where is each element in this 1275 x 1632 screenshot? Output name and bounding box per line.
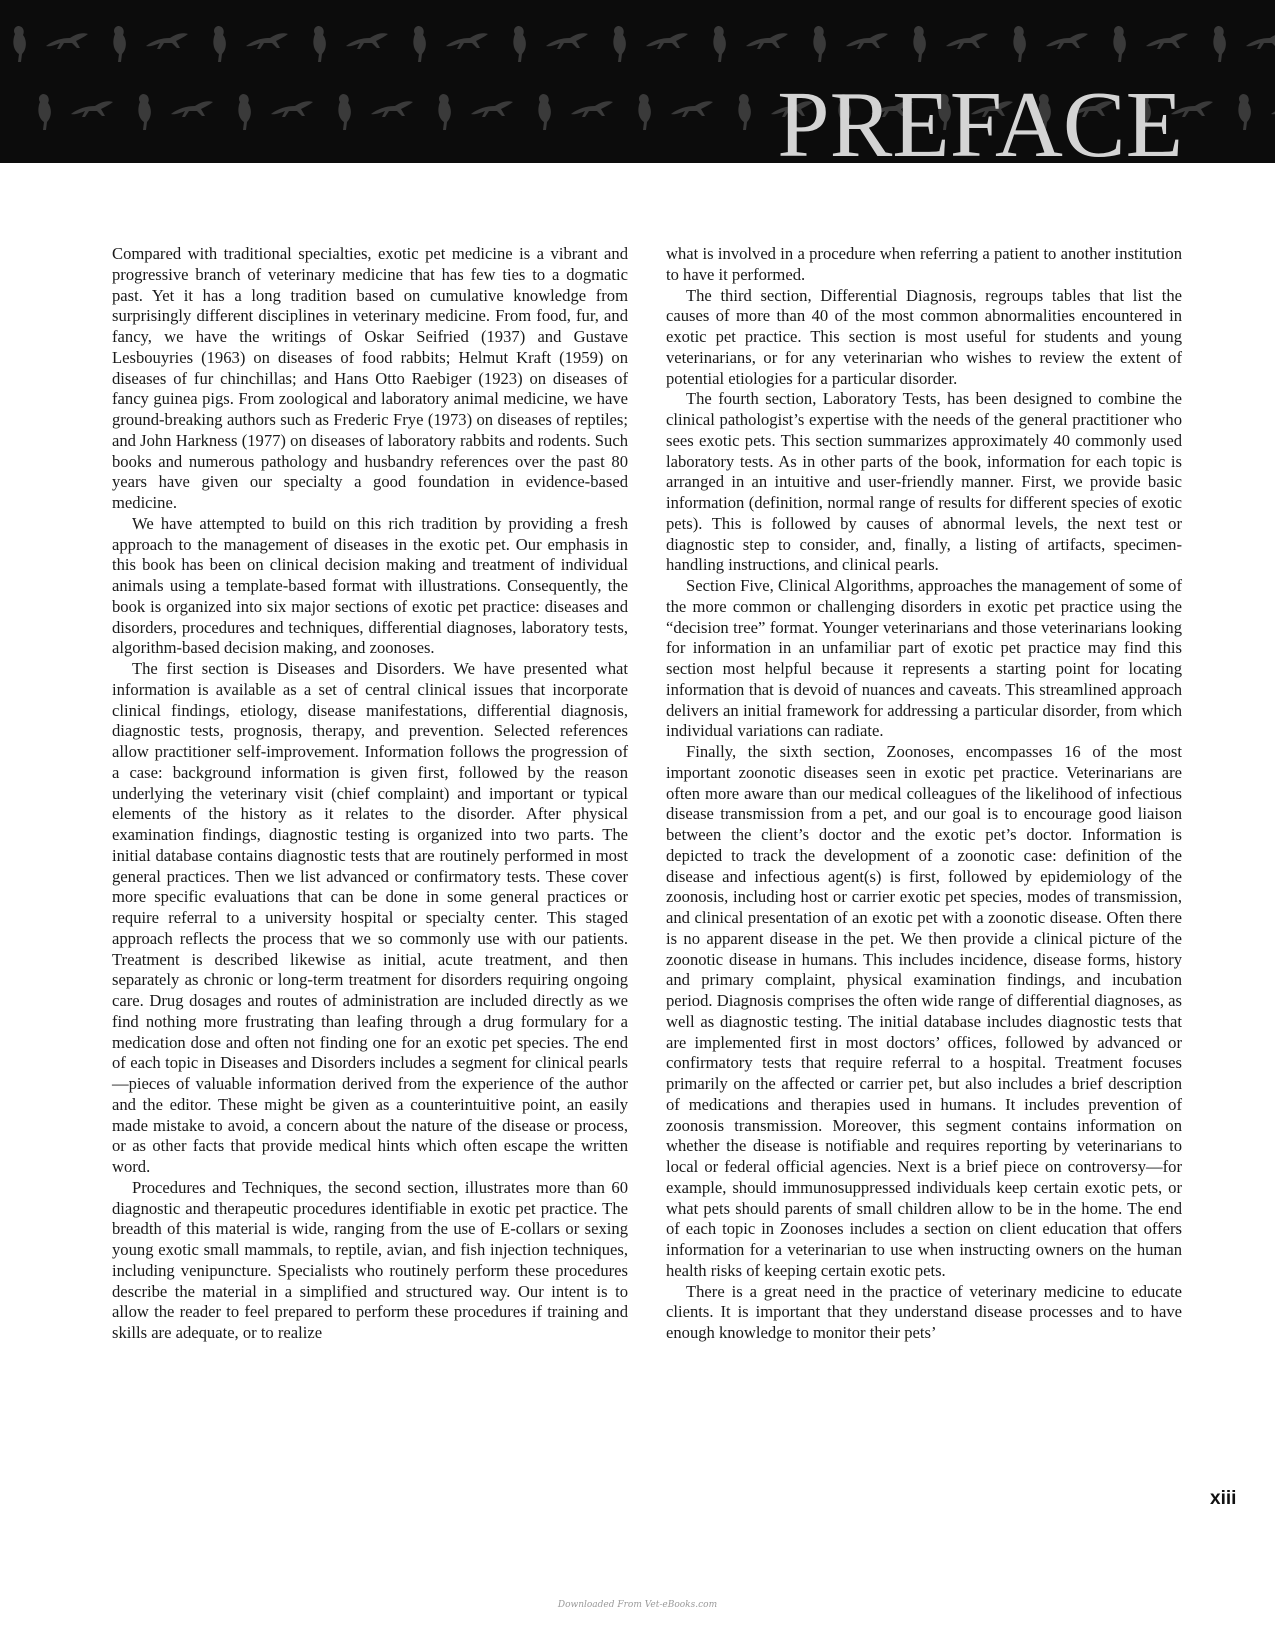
paragraph: what is involved in a procedure when referring a patient to another institution to have it performed. [666,244,1182,284]
paragraph: The fourth section, Laboratory Tests, has been designed to combine the clinical pathologist’s expertise with the needs of the general practitioner who sees exotic pets. This section summarizes approximately 40 commonly used laboratory tests. As in other parts of the book, information for each topic is arranged in an intuitive and user-friendly manner. First, we provide basic information (definition, normal range of results for different species of exotic pets). This is followed by causes of abnormal levels, the next test or diagnostic step to consider, and, finally, a listing of artifacts, specimen-handling instructions, and clinical pearls. [666,389,1182,575]
lizard-icon [271,101,313,117]
bird-icon [313,26,326,62]
bird-icon [538,94,551,130]
paragraph: The first section is Diseases and Disorders. We have presented what information is available as a set of central clinical issues that incorporate clinical findings, etiology, disease manifestations, differential diagnosis, diagnostic tests, prognosis, therapy, and prevention. Selected references allow practitioner self-improvement. Information follows the progression of a case: background information is given first, followed by the reason underlying the veterinary visit (chief complaint) and important or typical elements of the history as it relates to the disorder. After physical examination findings, diagnostic testing is organized into two parts. The initial database contains diagnostic tests that are routinely performed in most general practices. Then we list advanced or confirmatory tests. These cover more specific evaluations that can be done in some general practices or require referral to a university hospital or specialty center. This staged approach reflects the process that we so commonly use with our patients. Treatment is described likewise as initial, acute treatment, and then separately as chronic or long-term treatment for disorders requiring ongoing care. Drug dosages and routes of administration are included directly as we find nothing more frustrating than leafing through a drug formulary for a medication dose and often not finding one for an exotic pet species. The end of each topic in Diseases and Disorders includes a segment for clinical pearls—pieces of valuable information derived from the experience of the author and the editor. These might be given as a counterintuitive point, an easily made mistake to avoid, a concern about the nature of the disease or process, or as other facts that provide medical hints which often escape the written word. [112,659,628,1176]
bird-icon [38,94,51,130]
lizard-icon [1146,33,1188,49]
page-title: PREFACE [777,73,1183,163]
bird-icon [1238,94,1251,130]
page-number: xiii [1210,1488,1237,1509]
lizard-icon [146,33,188,49]
bird-icon [1213,26,1226,62]
lizard-icon [646,33,688,49]
bird-icon [513,26,526,62]
lizard-icon [246,33,288,49]
lizard-icon [46,33,88,49]
text-column-right [666,244,1182,1344]
paragraph: Section Five, Clinical Algorithms, approaches the management of some of the more common or challenging disorders in exotic pet practice using the “decision tree” format. Younger veterinarians and those veterinarians looking for information in an unfamiliar part of exotic pet practice may find this section most helpful because it represents a starting point for locating information that is devoid of nuances and caveats. This streamlined approach delivers an initial framework for addressing a particular disorder, from which individual variations can radiate. [666,576,1182,741]
lizard-icon [1271,101,1275,117]
bird-icon [613,26,626,62]
text-column-left [112,244,628,1344]
lizard-icon [71,101,113,117]
lizard-icon [1246,33,1275,49]
bird-icon [638,94,651,130]
lizard-icon [471,101,513,117]
paragraph: Compared with traditional specialties, exotic pet medicine is a vibrant and progressive branch of veterinary medicine that has few ties to a dogmatic past. Yet it has a long tradition based on cumulative knowledge from surprisingly different disciplines in veterinary medicine. From food, fur, and fancy, we have the writings of Oskar Seifried (1937) and Gustave Lesbouyries (1963) on diseases of food rabbits; Helmut Kraft (1959) on diseases of fur chinchillas; and Hans Otto Raebiger (1923) on diseases of fancy guinea pigs. From zoological and laboratory animal medicine, we have ground-breaking authors such as Frederic Frye (1973) on diseases of reptiles; and John Harkness (1977) on diseases of laboratory rabbits and rodents. Such books and numerous pathology and husbandry references over the past 80 years have given our specialty a good foundation in evidence-based medicine. [112,244,628,512]
paragraph: Finally, the sixth section, Zoonoses, encompasses 16 of the most important zoonotic diseases seen in exotic pet practice. Veterinarians are often more aware than our medical colleagues of the likelihood of infectious disease transmission from a pet, and our goal is to encourage good liaison between the client’s doctor and the exotic pet’s doctor. Information is depicted to track the development of a zoonotic case: definition of the disease and infectious agent(s) is first, followed by epidemiology of the zoonosis, including host or carrier exotic pet species, modes of transmission, and clinical presentation of an exotic pet with a zoonotic disease. Often there is no apparent disease in the pet. We then provide a clinical picture of the zoonotic disease in humans. This includes incidence, disease forms, history and primary complaint, physical examination findings, and incubation period. Diagnosis comprises the often wide range of differential diagnoses, as well as diagnostic testing. The initial database includes diagnostic tests that are implemented first in most doctors’ offices, followed by advanced or confirmatory tests that require referral to a hospital. Treatment focuses primarily on the affected or carrier pet, but also includes a brief description of medications and therapies used in humans. It includes prevention of zoonosis transmission. Moreover, this segment contains information on whether the disease is notifiable and requires reporting by veterinarians to local or federal official agencies. Next is a brief piece on controversy—for example, should immunosuppressed individuals keep certain exotic pets, or what pets should parents of small children allow to be in the home. The end of each topic in Zoonoses includes a section on client education that offers information for a veterinarian to use when instructing owners on the human health risks of keeping certain exotic pets. [666,742,1182,1280]
lizard-icon [946,33,988,49]
bird-icon [1113,26,1126,62]
bird-icon [413,26,426,62]
bird-icon [113,26,126,62]
paragraph: We have attempted to build on this rich tradition by providing a fresh approach to the management of diseases in the exotic pet. Our emphasis in this book has been on clinical decision making and treatment of individual animals using a template-based format with illustrations. Consequently, the book is organized into six major sections of exotic pet practice: diseases and disorders, procedures and techniques, differential diagnoses, laboratory tests, algorithm-based decision making, and zoonoses. [112,513,628,658]
paragraph: Procedures and Techniques, the second section, illustrates more than 60 diagnostic and therapeutic procedures identifiable in exotic pet practice. The breadth of this material is wide, ranging from the use of E-collars or sexing young exotic small mammals, to reptile, avian, and fish injection techniques, including venipuncture. Specialists who routinely perform these procedures describe the material in a simplified and structured way. Our intent is to allow the reader to feel prepared to perform these procedures if training and skills are adequate, or to realize [112,1177,628,1342]
bird-icon [338,94,351,130]
download-watermark: Downloaded From Vet-eBooks.com [557,1600,718,1610]
bird-icon [713,26,726,62]
paragraph: There is a great need in the practice of veterinary medicine to educate clients. It is important that they understand disease processes and to have enough knowledge to monitor their pets’ [666,1281,1182,1342]
lizard-icon [346,33,388,49]
lizard-icon [746,33,788,49]
lizard-icon [171,101,213,117]
header-band [0,0,1275,163]
paragraph: The third section, Differential Diagnosis, regroups tables that list the causes of more than 40 of the most common abnormalities encountered in exotic pet practice. This section is most useful for students and young veterinarians, or for any veterinarian who wishes to review the extent of potential etiologies for a particular disorder. [666,285,1182,388]
bird-icon [213,26,226,62]
bird-icon [238,94,251,130]
bird-icon [1013,26,1026,62]
lizard-icon [546,33,588,49]
bird-icon [138,94,151,130]
bird-icon [813,26,826,62]
bird-icon [738,94,751,130]
bird-icon [13,26,26,62]
lizard-icon [846,33,888,49]
lizard-icon [1046,33,1088,49]
bird-icon [913,26,926,62]
bird-icon [438,94,451,130]
lizard-icon [371,101,413,117]
lizard-icon [446,33,488,49]
lizard-icon [671,101,713,117]
lizard-icon [571,101,613,117]
